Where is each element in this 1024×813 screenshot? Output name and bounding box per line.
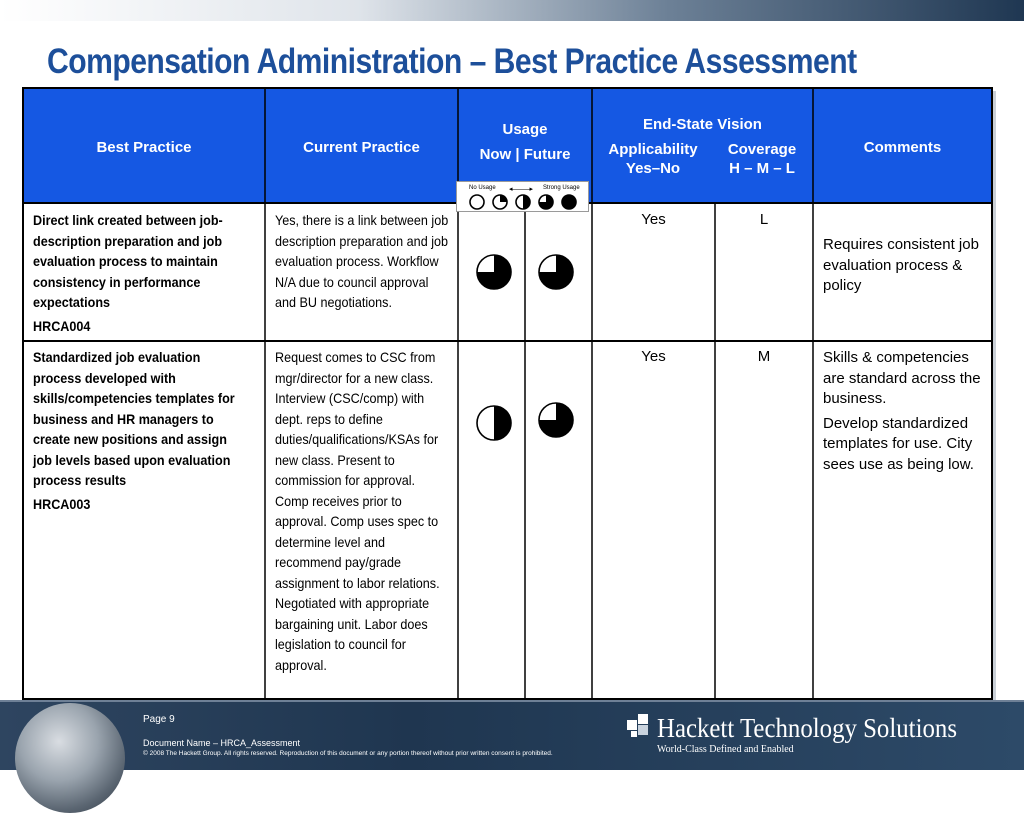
header-usage xyxy=(459,120,591,165)
legend-ball-3-icon xyxy=(539,195,553,209)
row2-usage-now-icon xyxy=(477,406,511,440)
row1-coverage: L xyxy=(759,211,769,228)
usage-legend xyxy=(456,181,589,212)
row2-usage-future-icon xyxy=(539,403,573,437)
legend-ball-1-icon xyxy=(493,195,507,209)
row1-comment-1: Requires consistent job evaluation process & policy xyxy=(823,236,979,294)
brand-tagline: World-Class Defined and Enabled xyxy=(657,744,794,755)
legend-no-usage-label: No Usage xyxy=(469,185,496,191)
row1-best-practice xyxy=(33,210,245,336)
legend-harvey-balls xyxy=(457,182,590,213)
hackett-logo-icon xyxy=(627,714,653,740)
legend-ball-0-icon xyxy=(470,195,484,209)
header-applicability xyxy=(598,140,708,178)
header-applicability-label: Applicability xyxy=(608,141,698,158)
header-end-state-vision: End-State Vision xyxy=(643,116,762,133)
row1-usage-now-icon xyxy=(477,255,511,289)
row2-current-practice: Request comes to CSC from mgr/director for a new class. Interview (CSC/comp) with dept. reps to define duties/qualifications/KSAs for new class. Present to commission for approval. Comp receives prior to approval. Comp uses spec to determine level and recommend pay/grade assignment to labor relations. Negotiated with appropriate bargaining unit. Labor does legislation to council for approval. xyxy=(275,349,440,673)
globe-icon xyxy=(15,703,125,813)
row1-comments xyxy=(823,235,983,301)
legend-ball-4-icon xyxy=(562,195,576,209)
header-usage-label: Usage xyxy=(502,121,548,138)
row1-applicability: Yes xyxy=(641,211,666,228)
header-current-practice: Current Practice xyxy=(303,139,420,156)
legend-arrow-icon: ◂———▸ xyxy=(509,186,533,193)
row2-best-practice xyxy=(33,347,245,514)
legend-ball-2-icon xyxy=(516,195,530,209)
header-best-practice: Best Practice xyxy=(96,139,192,156)
header-coverage xyxy=(714,140,810,178)
header-usage-sub: Now | Future xyxy=(479,146,571,163)
row1-current-practice: Yes, there is a link between job description preparation and job evaluation process. Workflow N/A due to council approval and BU negotiations. xyxy=(275,212,449,310)
row1-usage-future-icon xyxy=(539,255,573,289)
row1-code: HRCA004 xyxy=(33,317,91,334)
brand-name: Hackett Technology Solutions xyxy=(657,713,957,743)
row2-best-practice-text: Standardized job evaluation process developed with skills/competencies templates for business and HR managers to create new positions and assign job levels based upon evaluation process results xyxy=(33,349,235,488)
row2-applicability: Yes xyxy=(641,348,666,365)
header-applicability-sub: Yes–No xyxy=(625,160,681,177)
header-coverage-label: Coverage xyxy=(727,141,797,158)
header-coverage-sub: H – M – L xyxy=(729,160,795,177)
page-title: Compensation Administration – Best Practice Assessment xyxy=(47,42,857,81)
footer-page-number: Page 9 xyxy=(143,714,175,725)
legend-strong-usage-label: Strong Usage xyxy=(543,185,580,191)
row2-comment-2: Develop standardized templates for use. City sees use as being low. xyxy=(823,414,974,473)
row2-comment-1: Skills & competencies are standard across the business. xyxy=(823,349,981,407)
header-comments: Comments xyxy=(863,139,942,156)
row2-code: HRCA003 xyxy=(33,495,91,512)
row1-best-practice-text: Direct link created between job-description preparation and job evaluation process to maintain consistency in performance expectations xyxy=(33,212,223,310)
footer-document-name: Document Name – HRCA_Assessment xyxy=(143,738,301,748)
row2-coverage: M xyxy=(757,348,771,365)
footer-copyright: © 2008 The Hackett Group. All rights reserved. Reproduction of this document or any portion thereof without prior written consent is prohibited. xyxy=(143,750,553,757)
row2-comments xyxy=(823,348,983,479)
